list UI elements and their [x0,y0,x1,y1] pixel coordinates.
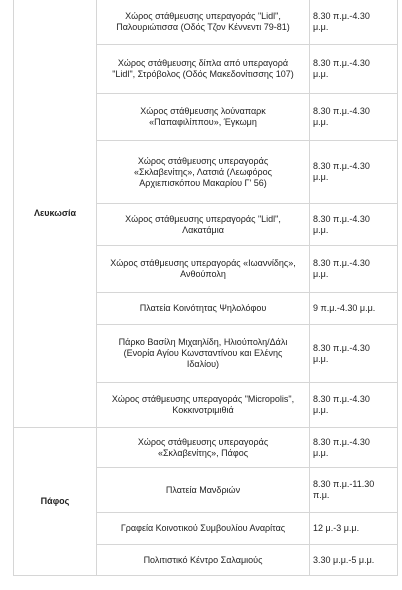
location-text-line: Χώρος στάθμευσης υπεραγοράς "Lidl", [125,11,281,21]
hours-text-line: μ.μ. [313,447,329,458]
hours-text-line: 9 π.μ.-4.30 μ.μ. [313,303,376,313]
district-label: Πάφος [40,496,70,506]
hours-cell [310,383,398,428]
hours-cell [310,246,398,293]
hours-text-line: μ.μ. [313,172,329,182]
location-text-line: Πάρκο Βασίλη Μιχαηλίδη, Ηλιούπολη/Δάλι [118,337,288,347]
hours-cell [310,513,398,545]
hours-cell [310,545,398,576]
hours-text-line: μ.μ. [313,69,329,79]
location-cell [97,204,310,246]
location-text-line: Χώρος στάθμευσης υπεραγοράς [137,155,269,166]
location-text-line: Πλατεία Μανδριών [165,484,241,495]
hours-cell [310,293,398,325]
hours-text-line: μ.μ. [313,269,329,279]
location-cell [97,45,310,94]
hours-text-line: π.μ. [313,490,330,500]
hours-text-line: μ.μ. [313,224,329,235]
location-cell [97,513,310,545]
location-text-line: Κοκκινοτριμιθιά [172,405,234,415]
hours-text-line: μ.μ. [313,22,329,32]
hours-text-line: 8.30 π.μ.-4.30 [313,106,370,116]
hours-text-line: μ.μ. [313,405,329,415]
location-text-line: Χώρος στάθμευσης υπεραγοράς "Lidl", [125,213,281,224]
location-cell [97,141,310,204]
hours-cell [310,0,398,45]
hours-text-line: 12 μ.-3 μ.μ. [313,523,360,533]
location-cell [97,383,310,428]
location-cell [97,325,310,383]
location-cell [97,0,310,45]
district-cell [14,428,97,576]
hours-cell [310,325,398,383]
location-text-line: Γραφεία Κοινοτικού Συμβουλίου Αναρίτας [120,523,286,533]
hours-text-line: 8.30 π.μ.-4.30 [313,213,370,224]
hours-text-line: μ.μ. [313,353,329,364]
location-cell [97,468,310,513]
location-text-line: Πολιτιστικό Κέντρο Σαλαμιούς [143,554,263,565]
location-text-line: «Παπαφιλίππου», Έγκωμη [149,117,257,127]
hours-text-line: 8.30 π.μ.-11.30 [313,479,375,489]
hours-cell [310,45,398,94]
table-row [14,0,398,45]
location-text-line: Χώρος στάθμευσης λούναπαρκ [140,106,266,116]
location-cell [97,545,310,576]
hours-cell [310,94,398,141]
district-cell [14,0,97,428]
location-text-line: Λακατάμια [182,224,224,235]
district-label: Λευκωσία [33,208,77,218]
hours-cell [310,204,398,246]
location-text-line: Παλουριώτισσα (Οδός Τζον Κέννεντι 79-81) [116,22,290,32]
hours-text-line: 8.30 π.μ.-4.30 [313,161,370,171]
hours-cell [310,428,398,468]
hours-text-line: 8.30 π.μ.-4.30 [313,11,370,21]
hours-text-line: 8.30 π.μ.-4.30 [313,436,370,447]
location-cell [97,94,310,141]
location-text-line: Ιδαλίου) [186,359,220,369]
schedule-table-body [14,0,398,576]
location-text-line: «Σκλαβενίτης», Πάφος [157,447,249,458]
location-text-line: Χώρος στάθμευσης δίπλα από υπεραγορά [117,58,289,68]
hours-text-line: 8.30 π.μ.-4.30 [313,394,370,404]
location-text-line: Αρχιεπισκόπου Μακαρίου Γ' 56) [139,177,267,188]
hours-text-line: 8.30 π.μ.-4.30 [313,58,370,68]
location-text-line: Χώρος στάθμευσης υπεραγοράς «Ιωαννίδης», [110,258,296,268]
location-cell [97,293,310,325]
hours-text-line: 8.30 π.μ.-4.30 [313,342,370,353]
location-text-line: Χώρος στάθμευσης υπεραγοράς [137,436,269,447]
location-text-line: "Lidl", Στρόβολος (Οδός Μακεδονίτισσης 107) [112,69,294,79]
hours-text-line: 8.30 π.μ.-4.30 [313,258,370,268]
hours-cell [310,468,398,513]
location-cell [97,428,310,468]
location-text-line: Χώρος στάθμευσης υπεραγοράς "Micropolis", [111,394,295,404]
location-text-line: Πλατεία Κοινότητας Ψηλολόφου [139,303,267,313]
location-text-line: (Ενορία Αγίου Κωνσταντίνου και Ελένης [123,348,283,358]
hours-text-line: 3.30 μ.μ.-5 μ.μ. [313,554,375,565]
location-text-line: Ανθούπολη [180,269,226,279]
location-cell [97,246,310,293]
table-row [14,428,398,468]
vaccination-schedule-table [13,0,398,576]
hours-cell [310,141,398,204]
location-text-line: «Σκλαβενίτης», Λατσιά (Λεωφόρος [134,166,272,177]
hours-text-line: μ.μ. [313,117,329,127]
